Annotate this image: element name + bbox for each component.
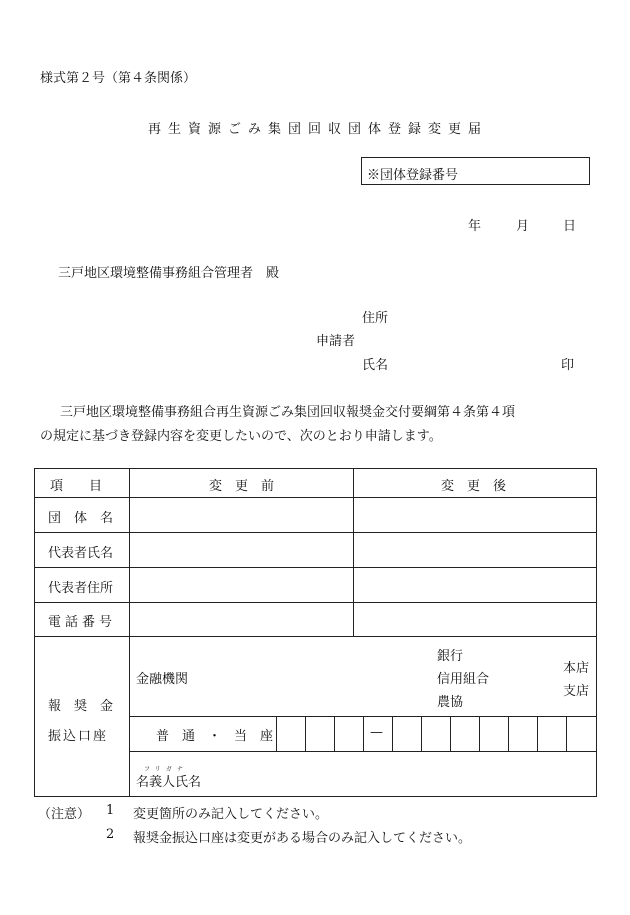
date-year: 年	[468, 219, 482, 234]
branch-type-main: 本店	[563, 661, 590, 676]
header-after: 変 更 後	[441, 479, 507, 494]
bank-type-agri-coop: 農協	[437, 695, 464, 710]
applicant-name-label: 氏名	[362, 358, 389, 373]
applicant-address-label: 住所	[362, 311, 389, 326]
institution-label: 金融機関	[136, 672, 189, 687]
account-label-2: 振込口座	[48, 729, 109, 744]
note-1-text: 変更箇所のみ記入してください。	[133, 807, 329, 822]
body-paragraph	[40, 401, 600, 449]
header-item: 項 目	[50, 479, 103, 494]
note-2-text: 報奨金振込口座は変更がある場合のみ記入してください。	[133, 831, 472, 846]
addressee: 三戸地区環境整備事務組合管理者 殿	[58, 266, 280, 281]
applicant-label: 申請者	[316, 334, 356, 349]
change-table	[34, 468, 597, 797]
notes-label: （注意）	[38, 807, 91, 822]
date-day: 日	[563, 219, 577, 234]
account-type: 普 通 ・ 当 座	[156, 729, 274, 744]
row-label-representative-address: 代表者住所	[48, 581, 114, 596]
bank-type-credit-union: 信用組合	[437, 672, 490, 687]
holder-furigana: フリガナ	[144, 766, 188, 773]
holder-name-label: 名義人氏名	[136, 775, 202, 790]
account-number-dash: —	[370, 725, 383, 740]
registration-number-field[interactable]	[361, 157, 590, 185]
branch-type-branch: 支店	[563, 684, 590, 699]
bank-type-bank: 銀行	[437, 649, 464, 664]
row-label-representative-name: 代表者氏名	[48, 546, 114, 561]
row-label-phone: 電話番号	[48, 615, 117, 630]
date-month: 月	[516, 219, 530, 234]
page-title: 再生資源ごみ集団回収団体登録変更届	[148, 122, 489, 137]
row-label-group-name: 団 体 名	[48, 511, 114, 526]
body-line-2: の規定に基づき登録内容を変更したいので、次のとおり申請します。	[40, 429, 442, 444]
registration-number-label: ※団体登録番号	[367, 168, 459, 183]
seal-mark: 印	[561, 358, 575, 373]
note-2-number: 2	[106, 827, 115, 842]
note-1-number: 1	[106, 803, 115, 818]
header-before: 変 更 前	[209, 479, 275, 494]
account-label-1: 報 奨 金	[48, 699, 114, 714]
form-number: 様式第２号（第４条関係）	[40, 71, 197, 86]
body-line-1: 三戸地区環境整備事務組合再生資源ごみ集団回収報奨金交付要綱第４条第４項	[60, 405, 516, 420]
